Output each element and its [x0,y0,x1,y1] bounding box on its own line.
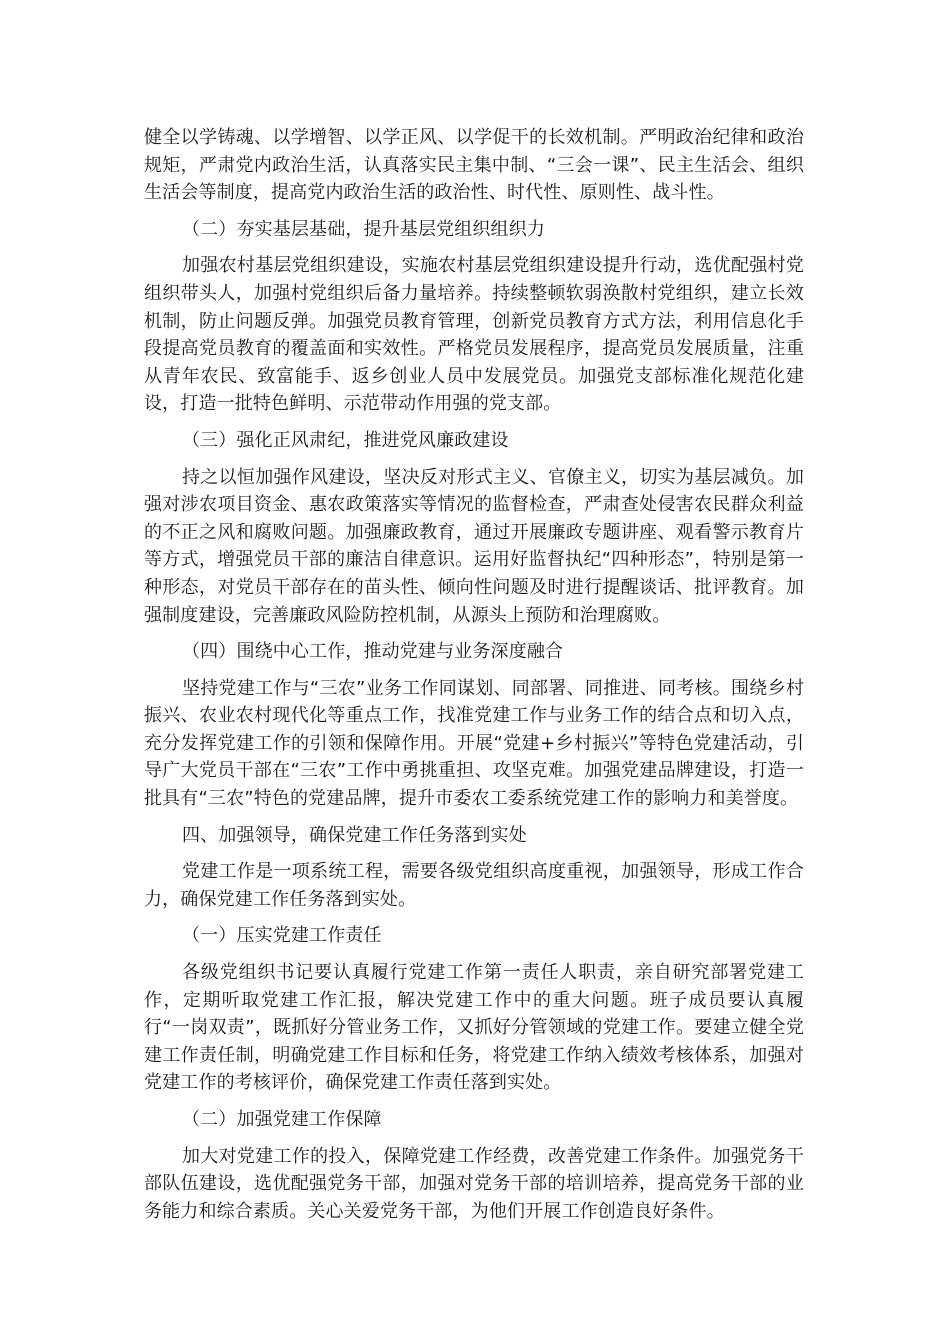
section-heading: （二）夯实基层基础，提升基层党组织组织力 [182,218,545,240]
paragraph: 持之以恒加强作风建设，坚决反对形式主义、官僚主义，切实为基层减负。加强对涉农项目资金、惠农政策落实等情况的监督检查，严肃查处侵害农民群众利益的不正之风和腐败问题。加强廉政教育，通过开展廉政专题讲座、观看警示教育片等方式，增强党员干部的廉洁自律意识。运用好监督执纪“四种形态”，特别是第一种形态，对党员干部存在的苗头性、倾向性问题及时进行提醒谈话、批评教育。加强制度建设，完善廉政风险防控机制，从源头上预防和治理腐败。 [144,466,804,626]
paragraph: 加强农村基层党组织建设，实施农村基层党组织建设提升行动，选优配强村党组织带头人，加强村党组织后备力量培养。持续整顿软弱涣散村党组织，建立长效机制，防止问题反弹。加强党员教育管理，创新党员教育方式方法，利用信息化手段提高党员教育的覆盖面和实效性。严格党员发展程序，提高党员发展质量，注重从青年农民、致富能手、返乡创业人员中发展党员。加强党支部标准化规范化建设，打造一批特色鲜明、示范带动作用强的党支部。 [144,255,804,415]
paragraph: 坚持党建工作与“三农”业务工作同谋划、同部署、同推进、同考核。围绕乡村振兴、农业农村现代化等重点工作，找准党建工作与业务工作的结合点和切入点，充分发挥党建工作的引领和保障作用。开展“党建+乡村振兴”等特色党建活动，引导广大党员干部在“三农”工作中勇挑重担、攻坚克难。加强党建品牌建设，打造一批具有“三农”特色的党建品牌，提升市委农工委系统党建工作的影响力和美誉度。 [144,677,804,810]
section-heading: （二）加强党建工作保障 [182,1109,382,1130]
paragraph-continued: 健全以学铸魂、以学增智、以学正风、以学促干的长效机制。严明政治纪律和政治规矩，严肃党内政治生活，认真落实民主集中制、“三会一课”、民主生活会、组织生活会等制度，提高党内政治生活的政治性、时代性、原则性、战斗性。 [144,127,804,204]
chapter-heading: 四、加强领导，确保党建工作任务落到实处 [182,824,527,846]
paragraph: 各级党组织书记要认真履行党建工作第一责任人职责，亲自研究部署党建工作，定期听取党建工作汇报，解决党建工作中的重大问题。班子成员要认真履行“一岗双责”，既抓好分管业务工作，又抓好分管领域的党建工作。要建立健全党建工作责任制，明确党建工作目标和任务，将党建工作纳入绩效考核体系，加强对党建工作的考核评价，确保党建工作责任落到实处。 [144,962,804,1094]
section-heading: （一）压实党建工作责任 [182,925,382,947]
paragraph: 加大对党建工作的投入，保障党建工作经费，改善党建工作条件。加强党务干部队伍建设，选优配强党务干部，加强对党务干部的培训培养，提高党务干部的业务能力和综合素质。关心关爱党务干部，为他们开展工作创造良好条件。 [144,1145,804,1222]
section-heading: （四）围绕中心工作，推动党建与业务深度融合 [182,641,564,663]
document-page [144,124,804,1234]
paragraph: 党建工作是一项系统工程，需要各级党组织高度重视，加强领导，形成工作合力，确保党建工作任务落到实处。 [144,861,804,910]
section-heading: （三）强化正风肃纪，推进党风廉政建设 [182,429,509,451]
